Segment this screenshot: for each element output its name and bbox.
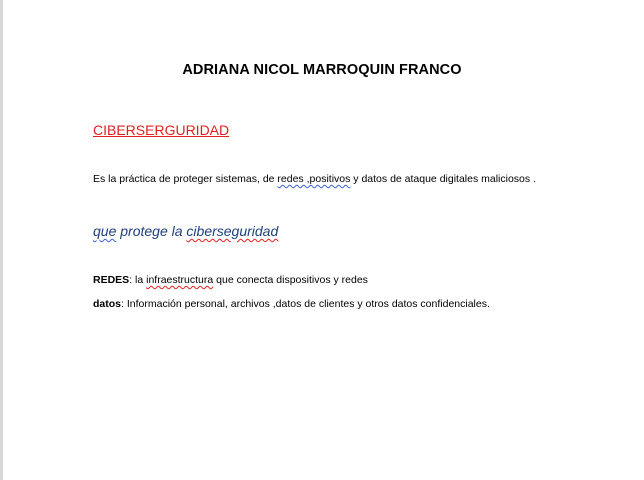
subheading-word-que: que — [93, 223, 117, 239]
redes-text-after: que conecta dispositivos y redes — [213, 274, 368, 286]
definition-text-end: y datos de ataque digitales maliciosos . — [350, 173, 536, 185]
subheading-word-ciberseguridad: ciberseguridad — [186, 223, 279, 239]
grammar-flagged-text: redes ,positivos — [277, 173, 351, 185]
redes-text-before: : la — [129, 274, 147, 286]
list-item-redes — [93, 274, 368, 286]
term-datos: datos — [93, 298, 122, 310]
spell-flagged-infraestructura: infraestructura — [146, 274, 214, 286]
term-redes: REDES — [93, 274, 130, 286]
definition-paragraph — [93, 173, 536, 185]
subheading-what-protects — [93, 223, 278, 239]
definition-text-start: Es la práctica de proteger sistemas, de — [93, 173, 278, 185]
list-item-datos — [93, 298, 490, 310]
subheading-middle-text: protege la — [116, 223, 187, 239]
document-title: ADRIANA NICOL MARROQUIN FRANCO — [182, 62, 462, 78]
datos-text: : Información personal, archivos ,datos de clientes y otros datos confidenciales. — [121, 298, 490, 310]
section-heading-cybersecurity: CIBERSERGURIDAD — [93, 122, 230, 138]
